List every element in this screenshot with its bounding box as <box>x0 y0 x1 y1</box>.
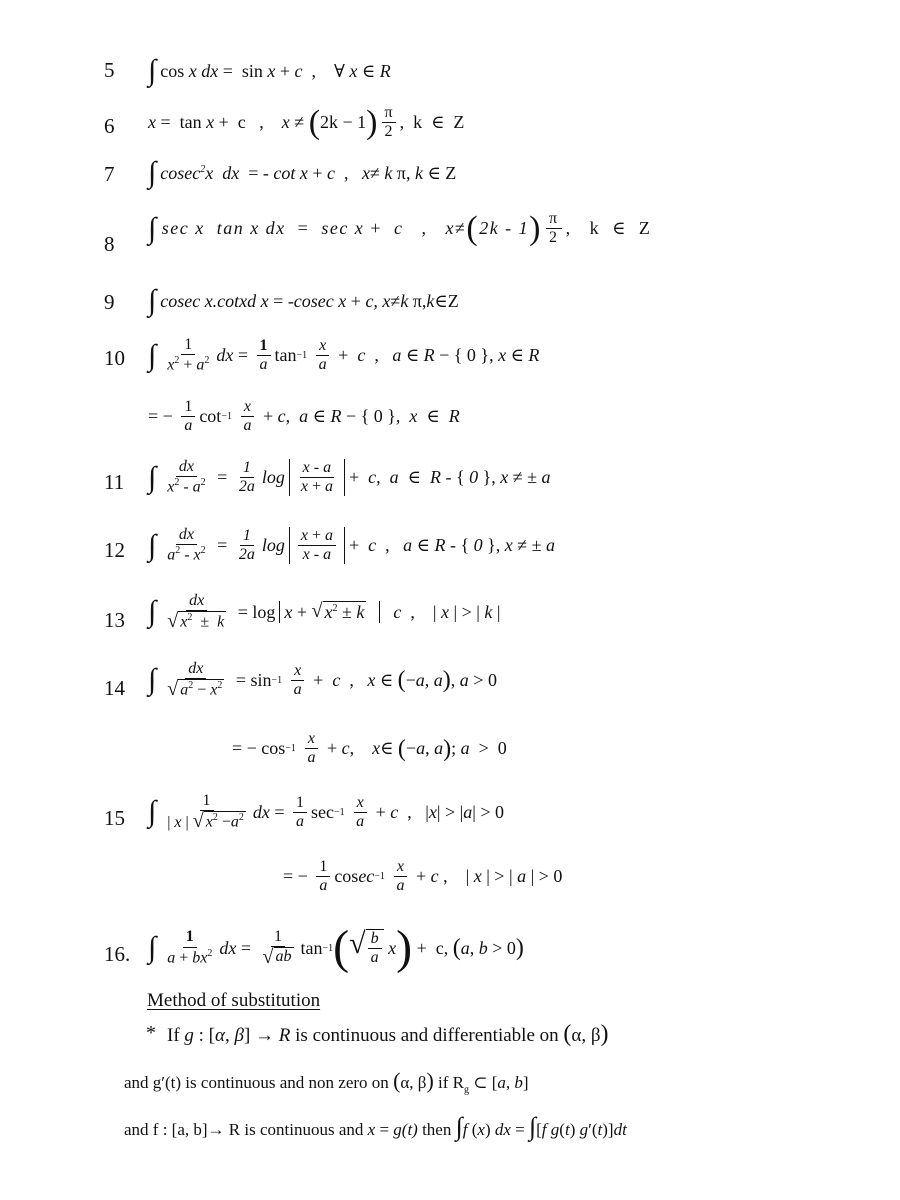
formula-number: 9 <box>104 290 115 314</box>
formula-expression: ∫ $\frac{1}{a + bx^2}$ dx = 1 √ ab tan −1 ( √ $\frac{b}{a}$ x ) + c, ( a , b > 0 ) <box>148 921 524 974</box>
formula-number: 12 <box>104 538 125 562</box>
formula-number: 15 <box>104 806 125 830</box>
section-heading: Method of substitution <box>147 990 321 1011</box>
formula-expression: ∫ cosec$^2$x dx = - cot x + c , x ≠ k π, k ∈ Z <box>148 156 457 189</box>
formula-number: 16. <box>104 942 131 966</box>
formula-number: 8 <box>104 232 115 256</box>
formula-number: 6 <box>104 114 115 138</box>
formula-expression: = − $\frac{1}{a}$ cos ec −1 $\frac{x}{a}$ + c , | x | > | a | > 0 <box>283 858 563 895</box>
formula-expression: = − $\frac{1}{a}$ cot −1 $\frac{x}{a}$ + c , a ∈ R − { 0 }, x ∈ R <box>148 398 460 435</box>
formula-expression: ∫ $\frac{dx}{x^2 - a^2}$ = $\frac{1}{2a}$ log $\frac{x - a}{x + a}$ + c, a ∈ R - { 0 }, x ≠ ± a <box>148 458 551 496</box>
formula-number: 10 <box>104 346 125 370</box>
substitution-line-3: and f : [a, b]→ R is continuous and x = g(t) then ∫f (x) dx = ∫[f g(t) g′(t)]dt <box>124 1112 627 1141</box>
formula-number: 7 <box>104 162 115 186</box>
formula-number: 11 <box>104 470 125 494</box>
formula-number: 5 <box>104 58 115 82</box>
formula-expression: x = tan x + c , x ≠ ( 2k − 1 ) $\frac{\pi}{2}$ , k ∈ Z <box>148 103 465 141</box>
formula-expression: ∫ cos x dx = sin x + c , ∀ x ∈ R <box>148 54 391 87</box>
formula-expression: ∫ $\frac{dx}{a^2 - x^2}$ = $\frac{1}{2a}$ log $\frac{x + a}{x - a}$ + c , a ∈ R - { 0 }, x ≠ ± a <box>148 526 555 564</box>
formula-expression: ∫ sec x tan x dx = sec x + c , x ≠ ( 2k - 1 ) $\frac{\pi}{2}$ , k ∈ Z <box>148 209 652 247</box>
substitution-line-1: If g : [α, β] → R is continuous and differentiable on (α, β) <box>167 1021 609 1047</box>
formula-expression: ∫ dx √ $x^2 \pm k$ = log x + √ $x^2 \pm k$ c , | x | > | k | <box>148 592 501 633</box>
formula-number: 13 <box>104 608 125 632</box>
substitution-line-2: and g′(t) is continuous and non zero on (α, β) if $R_g$ ⊂ [a, b] <box>124 1068 529 1096</box>
formula-number: 14 <box>104 676 125 700</box>
formula-expression: = − cos −1 $\frac{x}{a}$ + c , x ∈ ( − a , a ) ; a > 0 <box>232 730 507 767</box>
formula-expression: ∫ dx √ $a^2 - x^2$ = sin −1 $\frac{x}{a}$ + c , x ∈ ( − a , a ) , a > 0 <box>148 660 497 701</box>
formula-expression: ∫ cosec x.cotxd x = -cosec x + c, x ≠ k π, k ∈Z <box>148 284 459 317</box>
bullet-marker: * <box>146 1022 156 1044</box>
formula-expression: ∫ $\frac{1}{x^2 + a^2}$ dx = $\frac{1}{a}$ tan −1 $\frac{x}{a}$ + c , a ∈ R − { 0 }, x ∈ R <box>148 336 540 374</box>
formula-expression: ∫ 1 | x | √ $x^2 -a^2$ dx = $\frac{1}{a}$ sec −1 $\frac{x}{a}$ + c , | x | > | a | > 0 <box>148 792 505 833</box>
